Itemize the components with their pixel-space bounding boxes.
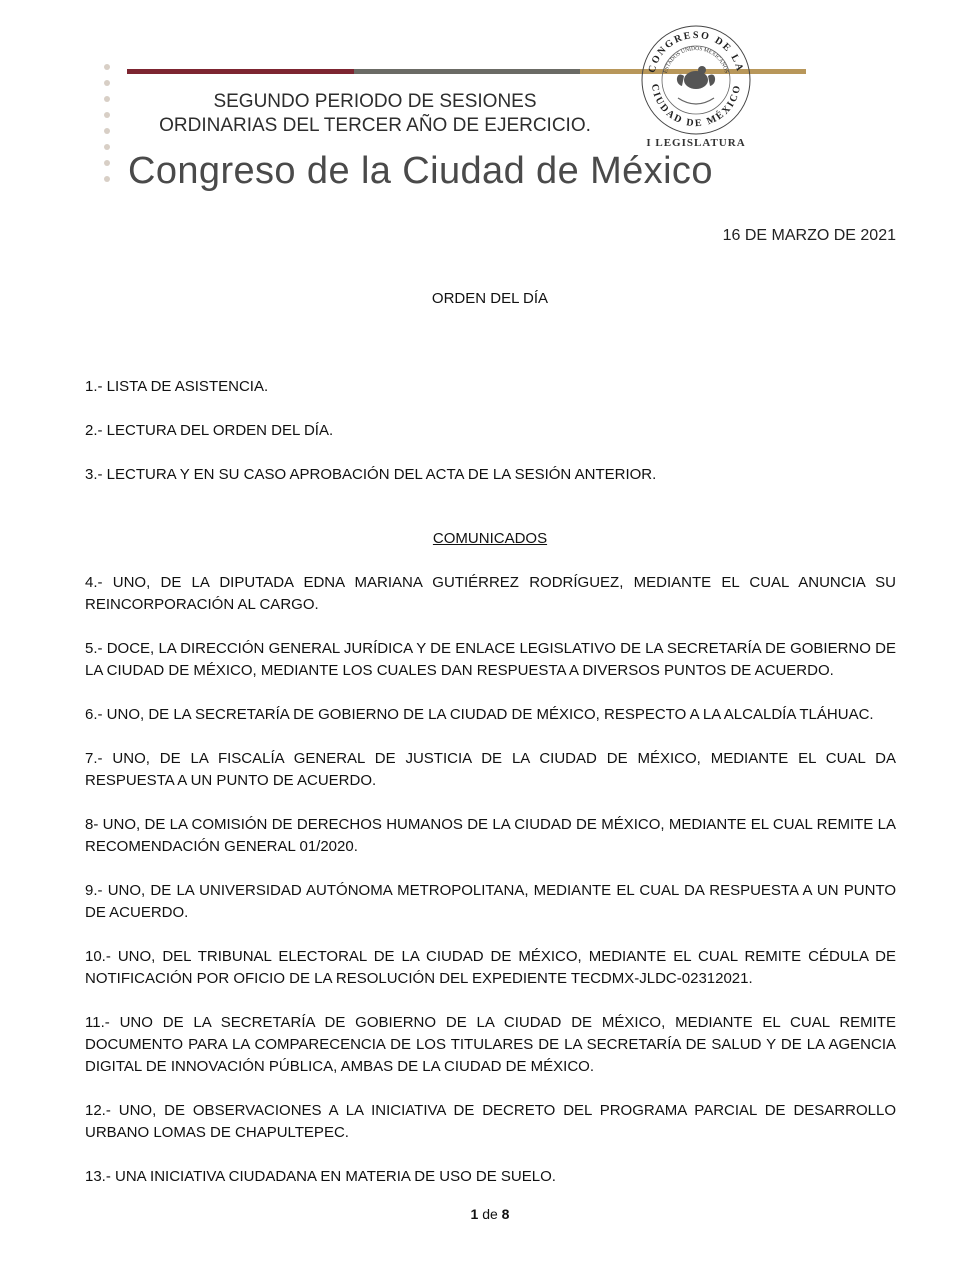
list-item: 2.- LECTURA DEL ORDEN DEL DÍA. — [85, 422, 334, 439]
list-item: 4.- UNO, DE LA DIPUTADA EDNA MARIANA GUTIÉRREZ RODRÍGUEZ, MEDIANTE EL CUAL ANUNCIA SU REINCORPORACIÓN AL CARGO. — [85, 574, 896, 613]
session-line-1: SEGUNDO PERIODO DE SESIONES — [213, 91, 537, 112]
legislature-label: I LEGISLATURA — [646, 137, 746, 149]
seal-text-top: CONGRESO DE LA — [646, 29, 746, 74]
list-item: 5.- DOCE, LA DIRECCIÓN GENERAL JURÍDICA Y DE ENLACE LEGISLATIVO DE LA SECRETARÍA DE GOBIERNO DE LA CIUDAD DE MÉXICO, MEDIANTE LOS CUALES DAN RESPUESTA A DIVERSOS PUNTOS DE ACUERDO. — [85, 640, 896, 679]
header-bar-gray — [354, 69, 580, 74]
opening-items-list — [85, 376, 896, 486]
communications-list — [85, 572, 896, 1188]
congress-seal-icon — [640, 24, 752, 136]
svg-text:ESTADOS UNIDOS MEXICANOS — [663, 46, 729, 74]
seal-text-bottom: CIUDAD DE MÉXICO — [648, 83, 744, 130]
list-item: 1.- LISTA DE ASISTENCIA. — [85, 378, 269, 395]
page-number: 1 — [470, 1206, 479, 1222]
page-indicator — [0, 1206, 968, 1222]
page-separator: de — [482, 1206, 498, 1222]
session-line-2: ORDINARIAS DEL TERCER AÑO DE EJERCICIO. — [159, 115, 591, 136]
section-title-comunicados: COMUNICADOS — [432, 530, 548, 547]
list-item: 6.- UNO, DE LA SECRETARÍA DE GOBIERNO DE LA CIUDAD DE MÉXICO, RESPECTO A LA ALCALDÍA TLÁHUAC. — [85, 706, 874, 723]
seal-text-inner: ESTADOS UNIDOS MEXICANOS — [662, 45, 730, 74]
institution-title: Congreso de la Ciudad de México — [128, 150, 713, 192]
list-item: 7.- UNO, DE LA FISCALÍA GENERAL DE JUSTICIA DE LA CIUDAD DE MÉXICO, MEDIANTE EL CUAL DA RESPUESTA A UN PUNTO DE ACUERDO. — [85, 750, 896, 789]
list-item: 12.- UNO, DE OBSERVACIONES A LA INICIATIVA DE DECRETO DEL PROGRAMA PARCIAL DE DESARROLLO URBANO LOMAS DE CHAPULTEPEC. — [85, 1102, 896, 1141]
page-total: 8 — [501, 1206, 510, 1222]
list-item: 13.- UNA INICIATIVA CIUDADANA EN MATERIA DE USO DE SUELO. — [85, 1168, 556, 1185]
list-item: 9.- UNO, DE LA UNIVERSIDAD AUTÓNOMA METROPOLITANA, MEDIANTE EL CUAL DA RESPUESTA A UN PUNTO DE ACUERDO. — [85, 882, 896, 921]
eagle-icon — [677, 66, 715, 94]
header-bar-maroon — [127, 69, 354, 74]
document-date: 16 DE MARZO DE 2021 — [722, 227, 896, 244]
list-item: 11.- UNO DE LA SECRETARÍA DE GOBIERNO DE LA CIUDAD DE MÉXICO, MEDIANTE EL CUAL REMITE DOCUMENTO PARA LA COMPARECENCIA DE LOS TITULARES DE LA SECRETARÍA DE SALUD Y DE LA AGENCIA DIGITAL DE INNOVACIÓN PÚBLICA, AMBAS DE LA CIUDAD DE MÉXICO. — [85, 1014, 896, 1075]
list-item: 3.- LECTURA Y EN SU CASO APROBACIÓN DEL ACTA DE LA SESIÓN ANTERIOR. — [85, 466, 657, 483]
decorative-dots — [104, 64, 112, 194]
agenda-title: ORDEN DEL DÍA — [431, 290, 549, 307]
list-item: 10.- UNO, DEL TRIBUNAL ELECTORAL DE LA CIUDAD DE MÉXICO, MEDIANTE EL CUAL REMITE CÉDULA DE NOTIFICACIÓN POR OFICIO DE LA RESOLUCIÓN DEL EXPEDIENTE TECDMX-JLDC-02312021. — [85, 948, 896, 987]
list-item: 8- UNO, DE LA COMISIÓN DE DERECHOS HUMANOS DE LA CIUDAD DE MÉXICO, MEDIANTE EL CUAL REMITE LA RECOMENDACIÓN GENERAL 01/2020. — [85, 816, 896, 855]
session-period — [130, 90, 620, 138]
